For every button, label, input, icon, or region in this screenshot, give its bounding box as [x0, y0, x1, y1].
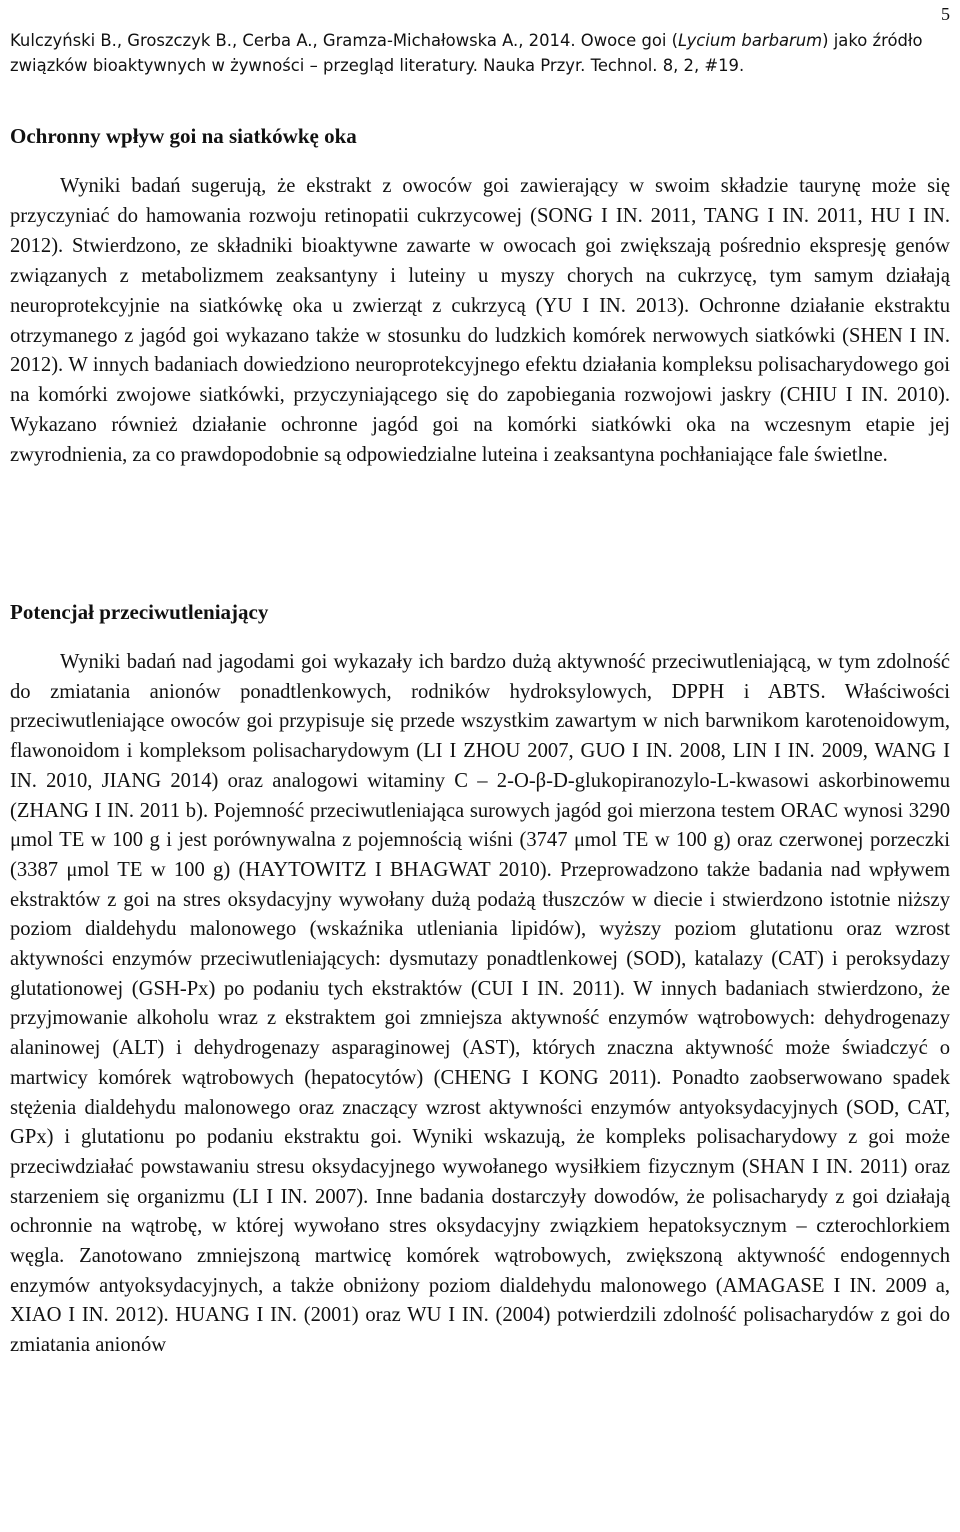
section-heading-antioxidant: Potencjał przeciwutleniający	[10, 600, 269, 624]
header-latin-name: Lycium barbarum	[678, 31, 823, 50]
section-heading-retina: Ochronny wpływ goi na siatkówkę oka	[10, 124, 357, 148]
paragraph-antioxidant: Wyniki badań nad jagodami goi wykazały ich bardzo dużą aktywność przeciwutleniającą, w tym zdolność do zmiatania anionów ponadtlenkowych, rodników hydroksylowych, DPPH i ABTS. Właściwości przeciwutleniające owoców goi przypisuje się przede wszystkim zawartym w nich barwnikom karotenoidowym, flawonoidom i kompleksom polisacharydowym (LI I ZHOU 2007, GUO I IN. 2008, LIN I IN. 2009, WANG I IN. 2010, JIANG 2014) oraz analogowi witaminy C – 2-O-β-D-glukopiranozylo-L-kwasowi askorbinowemu (ZHANG I IN. 2011 b). Pojemność przeciwutleniająca surowych jagód goi mierzona testem ORAC wynosi 3290 μmol TE w 100 g i jest porównywalna z pojemnością wiśni (3747 μmol TE w 100 g) oraz czerwonej porzeczki (3387 μmol TE w 100 g) (HAYTOWITZ I BHAGWAT 2010). Przeprowadzono także badania nad wpływem ekstraktów z goi na stres oksydacyjny wywołany dużą podażą tłuszczów w diecie i stwierdzono istotnie niższy poziom dialdehydu malonowego (wskaźnika utleniania lipidów), wyższy poziom glutationu oraz wzrost aktywności enzymów przeciwutleniających: dysmutazy ponadtlenkowej (SOD), katalazy (CAT) i peroksydazy glutationowej (GSH-Px) po podaniu tych ekstraktów (CUI I IN. 2011). W innych badaniach stwierdzono, że przyjmowanie alkoholu wraz z ekstraktem goi zmniejsza aktywność enzymów wątrobowych: dehydrogenazy alaninowej (ALT) i dehydrogenazy asparaginowej (AST), których znaczna aktywność może świadczyć o martwicy komórek wątrobowych (hepatocytów) (CHENG I KONG 2011). Ponadto zaobserwowano spadek stężenia dialdehydu malonowego oraz znaczący wzrost aktywności enzymów antyoksydacyjnych (SOD, CAT, GPx) i glutationu po podaniu ekstraktu goi. Wyniki wskazują, że kompleks polisacharydowy z goi może przeciwdziałać powstawaniu stresu oksydacyjnego wywołanego wysiłkiem fizycznym (SHAN I IN. 2011) oraz starzeniem się organizmu (LI I IN. 2007). Inne badania dostarczyły dowodów, że polisacharydy z goi działają ochronnie na wątrobę, w której wywołano stres oksydacyjny związkiem hepatoksycznym – czterochlorkiem węgla. Zanotowano zmniejszoną martwicę komórek wątrobowych, zwiększoną aktywność endogennych enzymów antyoksydacyjnych, a także obniżony poziom dialdehydu malonowego (AMAGASE I IN. 2009 a, XIAO I IN. 2012). HUANG I IN. (2001) oraz WU I IN. (2004) potwierdzili zdolność polisacharydów z goi do zmiatania anionów	[10, 651, 950, 1357]
header-citation: Kulczyński B., Groszczyk B., Cerba A., Gramza-Michałowska A., 2014. Owoce goi (	[10, 31, 679, 50]
running-header	[10, 28, 945, 78]
paragraph-retina: Wyniki badań sugerują, że ekstrakt z owoców goi zawierający w swoim składzie taurynę może się przyczyniać do hamowania rozwoju retinopatii cukrzycowej (SONG I IN. 2011, TANG I IN. 2011, HU I IN. 2012). Stwierdzono, ze składniki bioaktywne zawarte w owocach goi zwiększają pośrednio ekspresję genów związanych z metabolizmem zeaksantyny i luteiny u myszy chorych na cukrzycę, tym samym działają neuroprotekcyjnie na siatkówkę oka u zwierząt z cukrzycą (YU I IN. 2013). Ochronne działanie ekstraktu otrzymanego z jagód goi wykazano także w stosunku do ludzkich komórek nerwowych siatkówki (SHEN I IN. 2012). W innych badaniach dowiedziono neuroprotekcyjnego efektu działania kompleksu polisacharydowego goi na komórki zwojowe siatkówki, przyczyniającego się do zapobiegania rozwojowi jaskry (CHIU I IN. 2010). Wykazano również działanie ochronne jagód goi na komórki siatkówki oka na wczesnym etapie jej zwyrodnienia, za co prawdopodobnie są odpowiedzialne luteina i zeaksantyna pochłaniające fale świetlne.	[10, 175, 950, 467]
page-number: 5	[941, 4, 950, 24]
header-citation-rest: ) jako źródło związków bioaktywnych w żywności – przegląd literatury. Nauka Przyr. Technol. 8, 2, #19.	[10, 31, 923, 75]
